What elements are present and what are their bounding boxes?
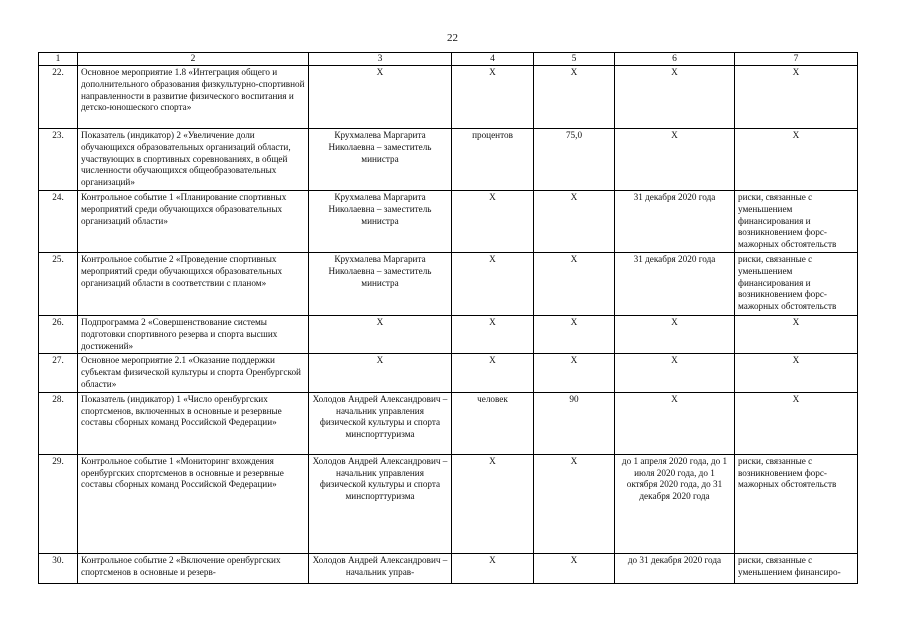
- row-risks: Х: [735, 129, 858, 191]
- row-description: Основное мероприятие 2.1 «Оказание поддержки субъектам физической культуры и спорта Оренбургской области»: [78, 354, 309, 392]
- row-responsible: Холодов Андрей Александрович – начальник управления физической культуры и спорта минспорттуризма: [309, 392, 452, 454]
- row-value: Х: [534, 191, 615, 253]
- row-risks: Х: [735, 354, 858, 392]
- row-number: 28.: [39, 392, 78, 454]
- row-value: Х: [534, 316, 615, 354]
- row-deadline: Х: [615, 316, 735, 354]
- col-header: 3: [309, 53, 452, 66]
- row-value: Х: [534, 253, 615, 316]
- row-unit: человек: [452, 392, 534, 454]
- row-responsible: Крухмалева Маргарита Николаевна – заместитель министра: [309, 191, 452, 253]
- row-number: 30.: [39, 553, 78, 583]
- row-unit: процентов: [452, 129, 534, 191]
- row-risks: Х: [735, 66, 858, 129]
- table-row: [39, 354, 858, 392]
- row-value: Х: [534, 354, 615, 392]
- row-deadline: до 31 декабря 2020 года: [615, 553, 735, 583]
- row-description: Основное мероприятие 1.8 «Интеграция общего и дополнительного образования физкультурно-спортивной направленности в развитие физического воспитания и детско-юношеского спорта»: [78, 66, 309, 129]
- row-value: 75,0: [534, 129, 615, 191]
- col-header: 4: [452, 53, 534, 66]
- row-risks: риски, связанные с уменьшением финансиро-: [735, 553, 858, 583]
- row-number: 23.: [39, 129, 78, 191]
- table-row: [39, 66, 858, 129]
- row-description: Контрольное событие 2 «Проведение спортивных мероприятий среди обучающихся образовательных организаций области в соответствии с планом»: [78, 253, 309, 316]
- row-responsible: Крухмалева Маргарита Николаевна – заместитель министра: [309, 253, 452, 316]
- row-description: Показатель (индикатор) 2 «Увеличение доли обучающихся образовательных организаций области, участвующих в спортивных соревнованиях, в общей численности обучающихся общеобразовательных организаций»: [78, 129, 309, 191]
- row-risks: риски, связанные с уменьшением финансирования и возникновением форс-мажорных обстоятельств: [735, 253, 858, 316]
- row-value: Х: [534, 66, 615, 129]
- row-description: Контрольное событие 2 «Включение оренбургских спортсменов в основные и резерв-: [78, 553, 309, 583]
- table-row: [39, 553, 858, 583]
- row-responsible: Х: [309, 316, 452, 354]
- row-risks: Х: [735, 392, 858, 454]
- row-deadline: 31 декабря 2020 года: [615, 253, 735, 316]
- row-deadline: до 1 апреля 2020 года, до 1 июля 2020 года, до 1 октября 2020 года, до 31 декабря 2020 года: [615, 454, 735, 553]
- row-responsible: Х: [309, 354, 452, 392]
- row-unit: Х: [452, 191, 534, 253]
- row-risks: риски, связанные с возникновением форс-мажорных обстоятельств: [735, 454, 858, 553]
- row-description: Показатель (индикатор) 1 «Число оренбургских спортсменов, включенных в основные и резервные составы сборных команд Российской Федерации»: [78, 392, 309, 454]
- row-number: 25.: [39, 253, 78, 316]
- row-deadline: Х: [615, 66, 735, 129]
- table-row: [39, 129, 858, 191]
- row-responsible: Х: [309, 66, 452, 129]
- row-description: Контрольное событие 1 «Планирование спортивных мероприятий среди обучающихся образовательных организаций области»: [78, 191, 309, 253]
- row-unit: Х: [452, 253, 534, 316]
- row-responsible: Крухмалева Маргарита Николаевна – заместитель министра: [309, 129, 452, 191]
- row-unit: Х: [452, 553, 534, 583]
- row-unit: Х: [452, 354, 534, 392]
- row-description: Контрольное событие 1 «Мониторинг вхождения оренбургских спортсменов в основные и резервные составы сборных команд Российской Федерации»: [78, 454, 309, 553]
- row-value: 90: [534, 392, 615, 454]
- row-risks: Х: [735, 316, 858, 354]
- col-header: 2: [78, 53, 309, 66]
- col-header: 5: [534, 53, 615, 66]
- row-number: 29.: [39, 454, 78, 553]
- row-number: 26.: [39, 316, 78, 354]
- row-unit: Х: [452, 66, 534, 129]
- page-number: 22: [447, 32, 458, 44]
- row-risks: риски, связанные с уменьшением финансирования и возникновением форс-мажорных обстоятельств: [735, 191, 858, 253]
- row-description: Подпрограмма 2 «Совершенствование системы подготовки спортивного резерва и спорта высших достижений»: [78, 316, 309, 354]
- row-deadline: Х: [615, 392, 735, 454]
- row-unit: Х: [452, 454, 534, 553]
- row-deadline: Х: [615, 354, 735, 392]
- row-deadline: 31 декабря 2020 года: [615, 191, 735, 253]
- row-responsible: Холодов Андрей Александрович – начальник управ-: [309, 553, 452, 583]
- row-value: Х: [534, 454, 615, 553]
- col-header: 7: [735, 53, 858, 66]
- table-row: [39, 253, 858, 316]
- events-table: [38, 52, 858, 584]
- row-responsible: Холодов Андрей Александрович – начальник управления физической культуры и спорта минспорттуризма: [309, 454, 452, 553]
- table-row: [39, 392, 858, 454]
- row-deadline: Х: [615, 129, 735, 191]
- header-row: [39, 53, 858, 66]
- row-value: Х: [534, 553, 615, 583]
- row-unit: Х: [452, 316, 534, 354]
- row-number: 22.: [39, 66, 78, 129]
- row-number: 24.: [39, 191, 78, 253]
- table-row: [39, 454, 858, 553]
- col-header: 1: [39, 53, 78, 66]
- col-header: 6: [615, 53, 735, 66]
- row-number: 27.: [39, 354, 78, 392]
- table-row: [39, 316, 858, 354]
- table-row: [39, 191, 858, 253]
